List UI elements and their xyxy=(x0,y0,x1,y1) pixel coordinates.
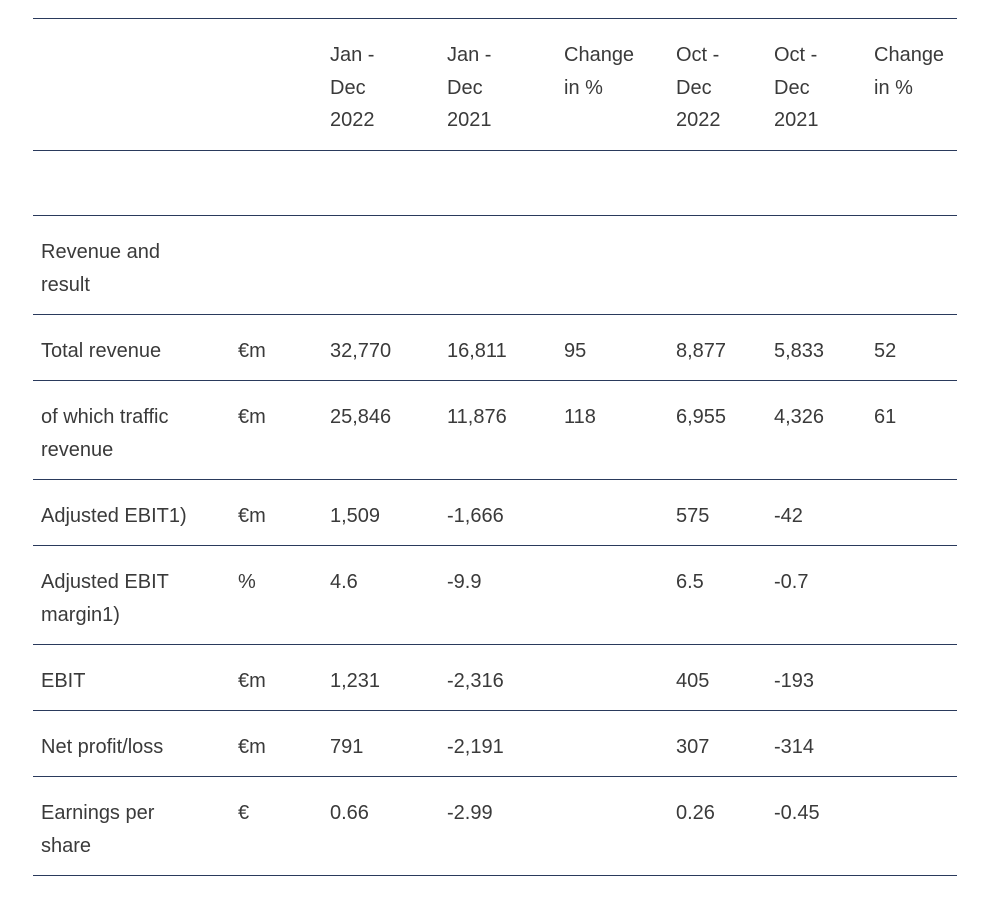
jan-dec-2022-cell: 25,846 xyxy=(330,406,392,428)
oct-dec-2022-cell: 6,955 xyxy=(676,406,727,428)
row-label: Total revenue xyxy=(41,340,162,362)
header-change-year: Change in % xyxy=(564,44,635,99)
change-quarter-cell: 52 xyxy=(874,340,897,362)
unit-cell: €m xyxy=(238,340,266,362)
jan-dec-2022-cell: 0.66 xyxy=(330,802,369,824)
oct-dec-2022-cell: 575 xyxy=(676,505,710,527)
section-label: Revenue and result xyxy=(41,241,160,296)
jan-dec-2021-cell: -2.99 xyxy=(447,802,493,824)
unit-cell: €m xyxy=(238,406,266,428)
table-row xyxy=(33,777,957,876)
jan-dec-2022-cell: 1,231 xyxy=(330,670,381,692)
jan-dec-2021-cell: -9.9 xyxy=(447,571,482,593)
oct-dec-2022-cell: 6.5 xyxy=(676,571,704,593)
change-year-cell: 95 xyxy=(564,340,587,362)
table-row xyxy=(33,546,957,645)
oct-dec-2022-cell: 405 xyxy=(676,670,710,692)
oct-dec-2021-cell: -193 xyxy=(774,670,815,692)
oct-dec-2021-cell: -0.45 xyxy=(774,802,820,824)
row-label: of which traffic revenue xyxy=(41,406,169,461)
unit-cell: €m xyxy=(238,670,266,692)
oct-dec-2021-cell: 4,326 xyxy=(774,406,825,428)
header-jan-dec-2021: Jan - Dec 2021 xyxy=(447,44,492,131)
oct-dec-2022-cell: 307 xyxy=(676,736,710,758)
financial-table xyxy=(33,18,957,876)
jan-dec-2022-cell: 791 xyxy=(330,736,364,758)
change-year-cell: 118 xyxy=(564,406,596,428)
header-change-quarter: Change in % xyxy=(874,44,945,99)
table-row xyxy=(33,645,957,711)
unit-cell: % xyxy=(238,571,256,593)
row-label: EBIT xyxy=(41,670,86,692)
table-header-row xyxy=(33,19,957,151)
oct-dec-2021-cell: -0.7 xyxy=(774,571,809,593)
jan-dec-2021-cell: 16,811 xyxy=(447,340,507,362)
row-label: Adjusted EBIT1) xyxy=(41,505,187,527)
header-jan-dec-2022: Jan - Dec 2022 xyxy=(330,44,375,131)
table-row xyxy=(33,480,957,546)
jan-dec-2021-cell: 11,876 xyxy=(447,406,507,428)
oct-dec-2021-cell: -314 xyxy=(774,736,815,758)
jan-dec-2021-cell: -1,666 xyxy=(447,505,504,527)
row-label: Earnings per share xyxy=(41,802,155,857)
section-row xyxy=(33,216,957,315)
jan-dec-2022-cell: 32,770 xyxy=(330,340,392,362)
table-row xyxy=(33,711,957,777)
table-row xyxy=(33,315,957,381)
row-label: Net profit/loss xyxy=(41,736,164,758)
change-quarter-cell: 61 xyxy=(874,406,897,428)
oct-dec-2022-cell: 8,877 xyxy=(676,340,727,362)
oct-dec-2021-cell: 5,833 xyxy=(774,340,825,362)
unit-cell: €m xyxy=(238,505,266,527)
jan-dec-2022-cell: 4.6 xyxy=(330,571,358,593)
spacer-row xyxy=(33,151,957,216)
header-oct-dec-2021: Oct - Dec 2021 xyxy=(774,44,819,131)
table-row xyxy=(33,381,957,480)
unit-cell: € xyxy=(238,802,250,824)
oct-dec-2022-cell: 0.26 xyxy=(676,802,715,824)
jan-dec-2021-cell: -2,316 xyxy=(447,670,504,692)
row-label: Adjusted EBIT margin1) xyxy=(41,571,169,626)
jan-dec-2022-cell: 1,509 xyxy=(330,505,381,527)
jan-dec-2021-cell: -2,191 xyxy=(447,736,504,758)
oct-dec-2021-cell: -42 xyxy=(774,505,803,527)
unit-cell: €m xyxy=(238,736,266,758)
header-oct-dec-2022: Oct - Dec 2022 xyxy=(676,44,721,131)
